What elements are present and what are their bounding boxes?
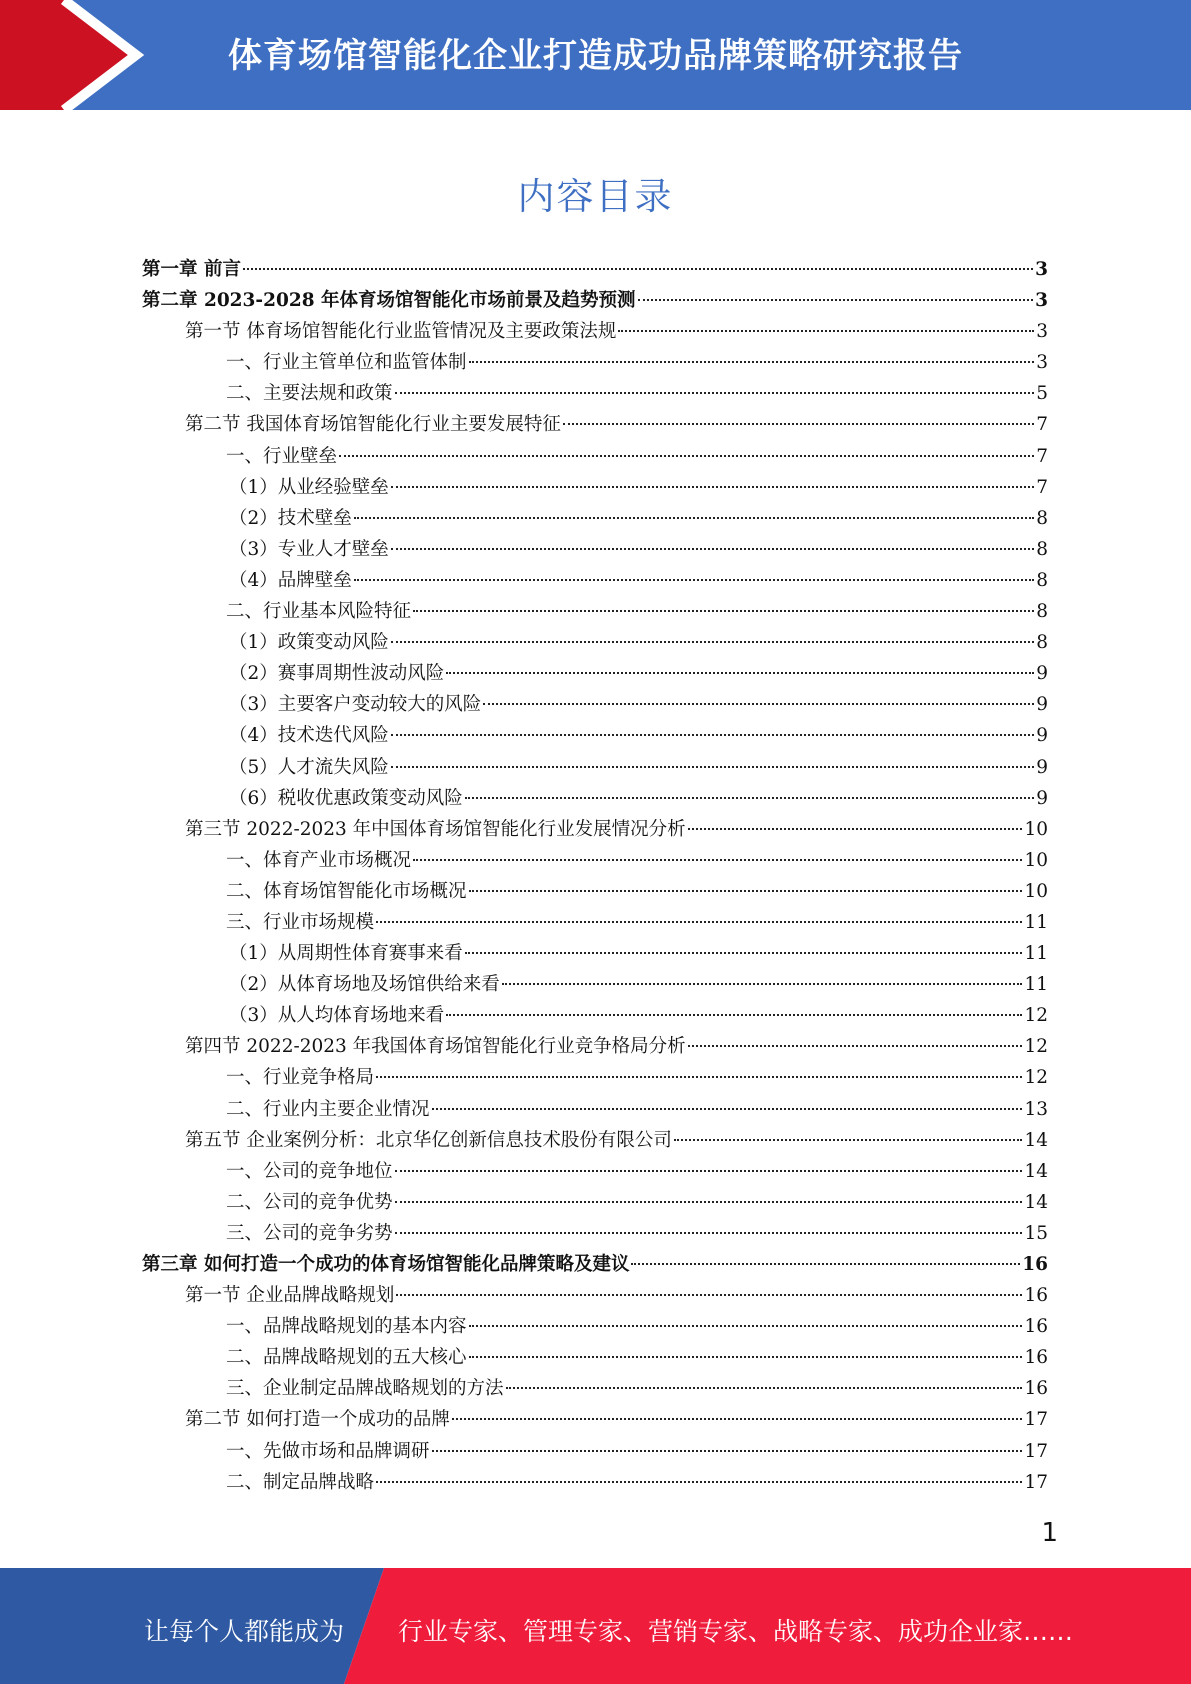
toc-entry-page: 8: [1036, 538, 1048, 560]
toc-entry[interactable]: [142, 627, 1048, 658]
toc-entry-label: 二、品牌战略规划的五大核心: [226, 1347, 467, 1369]
toc-entry[interactable]: [142, 1342, 1048, 1373]
toc-entry[interactable]: [142, 347, 1048, 378]
toc-dot-leader: [506, 1387, 1023, 1389]
toc-entry-label: （3）从人均体育场地来看: [229, 1005, 445, 1027]
toc-entry-label: 第三章 如何打造一个成功的体育场馆智能化品牌策略及建议: [142, 1254, 630, 1275]
toc-entry-page: 8: [1036, 569, 1048, 591]
toc-entry-page: 12: [1024, 1036, 1048, 1058]
toc-entry-label: 一、先做市场和品牌调研: [226, 1440, 430, 1462]
toc-entry-page: 3: [1035, 290, 1048, 312]
toc-entry[interactable]: [142, 1062, 1048, 1093]
toc-entry[interactable]: [142, 752, 1048, 783]
toc-entry-label: 第二节 如何打造一个成功的品牌: [185, 1409, 450, 1431]
toc-entry-label: （2）技术壁垒: [229, 507, 352, 529]
toc-entry[interactable]: [142, 783, 1048, 814]
toc-entry-label: 一、行业主管单位和监管体制: [226, 352, 467, 374]
toc-entry-label: （1）从周期性体育赛事来看: [229, 943, 463, 965]
toc-dot-leader: [465, 952, 1023, 954]
toc-entry[interactable]: [142, 316, 1048, 347]
toc-entry-page: 11: [1024, 911, 1048, 933]
toc-entry-page: 10: [1024, 818, 1048, 840]
toc-entry-label: （4）技术迭代风险: [229, 725, 389, 747]
toc-dot-leader: [638, 299, 1034, 301]
toc-dot-leader: [432, 1450, 1023, 1452]
toc-dot-leader: [391, 486, 1034, 488]
toc-entry-page: 8: [1036, 507, 1048, 529]
toc-entry-label: （5）人才流失风险: [229, 756, 389, 778]
toc-entry-page: 5: [1036, 383, 1048, 405]
toc-entry-label: （3）主要客户变动较大的风险: [229, 694, 482, 716]
toc-entry-label: 第二节 我国体育场馆智能化行业主要发展特征: [185, 414, 561, 436]
toc-entry-page: 12: [1024, 1005, 1048, 1027]
toc-dot-leader: [395, 1201, 1023, 1203]
toc-dot-leader: [395, 1170, 1023, 1172]
toc-dot-leader: [469, 890, 1023, 892]
toc-dot-leader: [452, 1418, 1023, 1420]
header-banner: [0, 0, 1191, 110]
toc-entry-label: （1）政策变动风险: [229, 632, 389, 654]
toc-entry[interactable]: [142, 285, 1048, 316]
toc-entry-label: 第五节 企业案例分析：北京华亿创新信息技术股份有限公司: [185, 1129, 672, 1151]
toc-entry-label: 第三节 2022-2023 年中国体育场馆智能化行业发展情况分析: [185, 818, 686, 840]
footer-banner: [0, 1568, 1191, 1684]
toc-entry[interactable]: [142, 907, 1048, 938]
toc-dot-leader: [502, 983, 1023, 985]
toc-entry-page: 11: [1024, 974, 1048, 996]
toc-entry-label: （6）税收优惠政策变动风险: [229, 787, 463, 809]
toc-dot-leader: [688, 1045, 1023, 1047]
toc-entry-page: 14: [1024, 1191, 1048, 1213]
toc-entry-label: 二、体育场馆智能化市场概况: [226, 880, 467, 902]
toc-dot-leader: [469, 361, 1035, 363]
toc-entry[interactable]: [142, 1404, 1048, 1435]
toc-entry[interactable]: [142, 409, 1048, 440]
toc-entry-page: 9: [1036, 725, 1048, 747]
toc-entry-page: 10: [1024, 880, 1048, 902]
toc-entry[interactable]: [142, 565, 1048, 596]
toc-entry[interactable]: [142, 534, 1048, 565]
toc-entry-page: 9: [1036, 787, 1048, 809]
toc-entry-page: 14: [1024, 1129, 1048, 1151]
toc-entry-label: 二、制定品牌战略: [226, 1471, 375, 1493]
toc-entry-page: 13: [1024, 1098, 1048, 1120]
toc-dot-leader: [469, 1325, 1023, 1327]
toc-dot-leader: [618, 330, 1034, 332]
toc-dot-leader: [413, 610, 1034, 612]
toc-entry-page: 9: [1036, 694, 1048, 716]
toc-entry-label: 二、行业内主要企业情况: [226, 1098, 430, 1120]
toc-dot-leader: [391, 548, 1034, 550]
toc-dot-leader: [376, 1481, 1022, 1483]
header-arrow-decoration: [0, 0, 170, 110]
toc-entry-page: 8: [1036, 632, 1048, 654]
toc-dot-leader: [354, 579, 1034, 581]
toc-dot-leader: [395, 1232, 1023, 1234]
toc-dot-leader: [631, 1263, 1020, 1265]
toc-entry[interactable]: [142, 378, 1048, 409]
toc-dot-leader: [674, 1139, 1023, 1141]
toc-dot-leader: [432, 1108, 1023, 1110]
toc-entry[interactable]: [142, 472, 1048, 503]
toc-entry-page: 16: [1024, 1347, 1048, 1369]
toc-entry[interactable]: [142, 1249, 1048, 1280]
toc-entry[interactable]: [142, 1000, 1048, 1031]
toc-entry-label: 一、行业竞争格局: [226, 1067, 375, 1089]
toc-entry-label: 三、企业制定品牌战略规划的方法: [226, 1378, 504, 1400]
toc-entry[interactable]: [142, 1031, 1048, 1062]
toc-dot-leader: [446, 672, 1034, 674]
toc-heading: 内容目录: [517, 175, 674, 218]
toc-entry-label: 第二章 2023-2028 年体育场馆智能化市场前景及趋势预测: [142, 290, 636, 312]
toc-entry[interactable]: [142, 658, 1048, 689]
toc-entry-label: 二、主要法规和政策: [226, 383, 393, 405]
toc-entry-page: 7: [1036, 476, 1048, 498]
toc-dot-leader: [391, 766, 1034, 768]
toc-entry[interactable]: [142, 1218, 1048, 1249]
toc-entry[interactable]: [142, 938, 1048, 969]
toc-entry-page: 7: [1036, 445, 1048, 467]
toc-entry-page: 9: [1036, 756, 1048, 778]
toc-entry-label: 第一节 体育场馆智能化行业监管情况及主要政策法规: [185, 321, 617, 343]
toc-entry[interactable]: [142, 254, 1048, 285]
toc-entry-page: 9: [1036, 663, 1048, 685]
toc-dot-leader: [446, 1014, 1022, 1016]
toc-entry-page: 16: [1024, 1316, 1048, 1338]
toc-dot-leader: [469, 1356, 1023, 1358]
toc-entry[interactable]: [142, 689, 1048, 720]
toc-entry-label: （4）品牌壁垒: [229, 569, 352, 591]
toc-entry-page: 3: [1035, 259, 1048, 280]
toc-dot-leader: [376, 921, 1022, 923]
toc-entry[interactable]: [142, 596, 1048, 627]
toc-entry-label: 第一节 企业品牌战略规划: [185, 1285, 395, 1307]
toc-dot-leader: [563, 423, 1034, 425]
toc-entry-page: 12: [1024, 1067, 1048, 1089]
toc-entry-page: 14: [1024, 1160, 1048, 1182]
toc-entry-label: 一、公司的竞争地位: [226, 1160, 393, 1182]
toc-entry-page: 11: [1024, 943, 1048, 965]
toc-dot-leader: [688, 828, 1023, 830]
toc-entry-page: 16: [1024, 1378, 1048, 1400]
toc-entry[interactable]: [142, 814, 1048, 845]
toc-entry[interactable]: [142, 1125, 1048, 1156]
toc-dot-leader: [465, 797, 1034, 799]
toc-entry-page: 7: [1036, 414, 1048, 436]
toc-entry[interactable]: [142, 1187, 1048, 1218]
toc-entry-label: 一、体育产业市场概况: [226, 849, 412, 871]
toc-entry[interactable]: [142, 969, 1048, 1000]
toc-entry-label: 第一章 前言: [142, 259, 241, 280]
toc-entry-page: 17: [1024, 1440, 1048, 1462]
toc-entry[interactable]: [142, 1311, 1048, 1342]
toc-entry-label: 三、行业市场规模: [226, 911, 375, 933]
toc-dot-leader: [243, 268, 1033, 270]
toc-dot-leader: [413, 859, 1022, 861]
toc-entry[interactable]: [142, 720, 1048, 751]
toc-dot-leader: [396, 1294, 1022, 1296]
toc-entry-page: 17: [1024, 1471, 1048, 1493]
toc-entry[interactable]: [142, 1094, 1048, 1125]
toc-dot-leader: [395, 392, 1035, 394]
toc-entry[interactable]: [142, 1156, 1048, 1187]
toc-entry-page: 10: [1024, 849, 1048, 871]
toc-entry[interactable]: [142, 845, 1048, 876]
toc-entry-label: 第四节 2022-2023 年我国体育场馆智能化行业竞争格局分析: [185, 1036, 686, 1058]
toc-entry[interactable]: [142, 441, 1048, 472]
toc-entry-label: 二、行业基本风险特征: [226, 601, 412, 623]
toc-entry[interactable]: [142, 876, 1048, 907]
toc-entry-page: 16: [1024, 1285, 1048, 1307]
toc-entry-label: 一、品牌战略规划的基本内容: [226, 1316, 467, 1338]
toc-entry[interactable]: [142, 1436, 1048, 1467]
toc-entry[interactable]: [142, 1280, 1048, 1311]
toc-entry-label: （1）从业经验壁垒: [229, 476, 389, 498]
page-number: 1: [1041, 1518, 1058, 1548]
toc-dot-leader: [376, 1076, 1022, 1078]
toc-entry-page: 17: [1024, 1409, 1048, 1431]
report-title: 体育场馆智能化企业打造成功品牌策略研究报告: [228, 36, 963, 76]
toc-entry-page: 8: [1036, 601, 1048, 623]
toc-dot-leader: [339, 455, 1034, 457]
toc-entry-page: 3: [1036, 352, 1048, 374]
toc-entry-label: （2）从体育场地及场馆供给来看: [229, 974, 500, 996]
toc-entry[interactable]: [142, 1467, 1048, 1498]
toc-dot-leader: [391, 641, 1034, 643]
footer-slogan-right: 行业专家、管理专家、营销专家、战略专家、成功企业家……: [398, 1617, 1074, 1646]
footer-slogan-left: 让每个人都能成为: [144, 1617, 345, 1646]
toc-entry[interactable]: [142, 503, 1048, 534]
toc-dot-leader: [354, 517, 1034, 519]
toc-entry-page: 15: [1024, 1222, 1048, 1244]
toc-dot-leader: [483, 703, 1034, 705]
toc-dot-leader: [391, 734, 1034, 736]
toc-entry-label: （3）专业人才壁垒: [229, 538, 389, 560]
toc-entry-label: 一、行业壁垒: [226, 445, 338, 467]
toc-entry-label: 三、公司的竞争劣势: [226, 1222, 393, 1244]
table-of-contents: [142, 254, 1048, 1498]
toc-entry-page: 16: [1022, 1254, 1048, 1275]
toc-entry-label: 二、公司的竞争优势: [226, 1191, 393, 1213]
toc-entry[interactable]: [142, 1373, 1048, 1404]
toc-entry-page: 3: [1036, 321, 1048, 343]
toc-entry-label: （2）赛事周期性波动风险: [229, 663, 445, 685]
